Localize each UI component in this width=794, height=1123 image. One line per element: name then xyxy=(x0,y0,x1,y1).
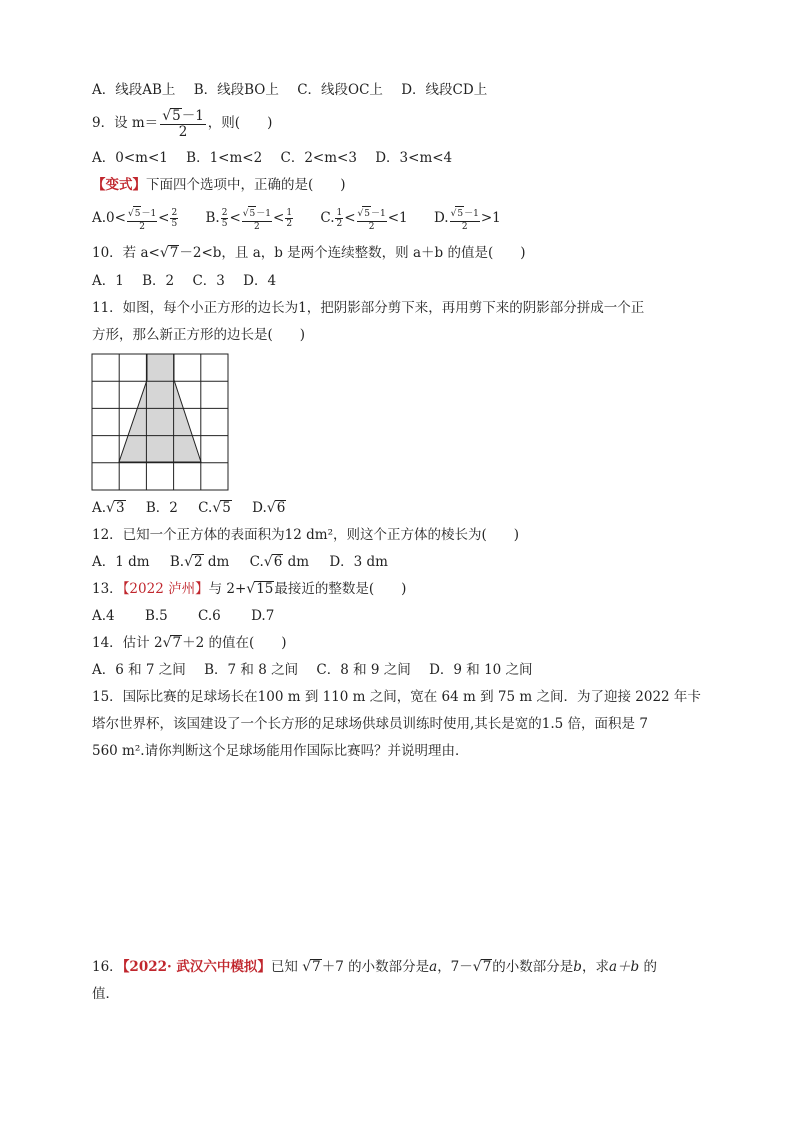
q16-mid3: 的小数部分是 xyxy=(492,959,574,975)
q12-option-d: D．3 dm xyxy=(329,554,388,570)
q11-a-label: A. xyxy=(92,500,107,516)
q14-option-a: A．6 和 7 之间 xyxy=(92,662,186,678)
variant-option-c xyxy=(320,208,412,232)
q10-stem: 10．若 a<√7－2<b，且 a，b 是两个连续整数，则 a＋b 的值是( ) xyxy=(92,245,526,261)
q13-tag: 【2022 泸州】 xyxy=(122,581,209,597)
variant-b-end-den: 2 xyxy=(286,219,293,229)
q11-line1: 11．如图，每个小正方形的边长为1，把阴影部分剪下来，再用剪下来的阴影部分拼成一个正 xyxy=(92,300,645,316)
q11-option-d: D.√6 xyxy=(252,500,286,516)
q16-mid1: ＋7 的小数部分是 xyxy=(321,959,430,975)
variant-d-frac: $\frac{√5-1}{2}$ xyxy=(450,206,480,232)
q9-den: 2 xyxy=(178,123,188,140)
variant-a-end-num: 2 xyxy=(171,208,178,218)
variant-a-tail: －1 xyxy=(141,208,157,219)
q11-option-c: C.√5 xyxy=(198,500,231,516)
q10-option-b: B．2 xyxy=(142,273,175,289)
variant-b-label: B. xyxy=(205,210,220,226)
variant-b-den: 2 xyxy=(254,221,260,232)
q16-num: 16． xyxy=(92,959,123,975)
q10-options xyxy=(92,272,290,290)
q11-a-rad: 3 xyxy=(115,500,125,516)
variant-c-label: C. xyxy=(320,210,335,226)
variant-a-rad: 5 xyxy=(133,206,142,221)
q15-line2: 塔尔世界杯，该国建设了一个长方形的足球场供球员训练时使用,其长是宽的1.5 倍，面积是 7 xyxy=(92,716,648,732)
q14-radicand: 7 xyxy=(172,635,182,651)
q13-radicand: 15 xyxy=(256,581,274,597)
q16-expr: a＋b xyxy=(608,959,640,975)
variant-text: 下面四个选项中，正确的是( ) xyxy=(146,177,346,193)
q16-var-b: b xyxy=(573,959,582,975)
q12-c-rad: 6 xyxy=(273,554,283,570)
variant-option-d xyxy=(433,208,501,232)
q12-c-label: C. xyxy=(249,554,264,570)
q16-radicand1: 7 xyxy=(312,959,321,975)
q16-mid4: ，求 xyxy=(581,959,609,975)
q14-option-c: C．8 和 9 之间 xyxy=(316,662,411,678)
q15-line3: 560 m².请你判断这个足球场能用作国际比赛吗？并说明理由． xyxy=(92,743,469,759)
variant-option-a xyxy=(92,208,184,232)
variant-d-end: >1 xyxy=(480,210,501,226)
variant-b-start-den: 5 xyxy=(221,219,228,229)
variant-c-lt: < xyxy=(344,210,356,226)
q12-b-label: B. xyxy=(169,554,185,570)
q8-option-b: B．线段BO上 xyxy=(193,82,279,98)
variant-b-lt1: < xyxy=(229,210,241,226)
variant-d-rad: 5 xyxy=(455,206,464,221)
q11-grid-figure xyxy=(91,353,230,491)
variant-b-start-frac xyxy=(221,208,229,229)
q14-options xyxy=(92,661,547,679)
q12-options xyxy=(92,553,388,571)
q8-option-a: A．线段AB上 xyxy=(92,82,176,98)
variant-c-start-frac xyxy=(335,208,343,229)
q9-radicand: 5 xyxy=(172,107,181,124)
q11-option-b: B．2 xyxy=(145,500,178,516)
q14-stem: 14．估计 2√7＋2 的值在( ) xyxy=(92,635,287,651)
q11-options xyxy=(92,499,286,517)
q16-var-a: a xyxy=(429,959,438,975)
q11-c-rad: 5 xyxy=(222,500,231,516)
q10-option-c: C．3 xyxy=(192,273,225,289)
variant-b-frac: $\frac{√5-1}{2}$ xyxy=(242,206,272,232)
q9-num-tail: －1 xyxy=(181,107,204,124)
variant-a-mid: < xyxy=(158,210,170,226)
q12-b-unit: dm xyxy=(203,554,230,570)
variant-b-rad: 5 xyxy=(248,206,257,221)
variant-option-b xyxy=(205,208,299,232)
variant-b-lt2: < xyxy=(273,210,285,226)
q10-prefix: 10．若 a< xyxy=(92,245,160,261)
q8-options xyxy=(92,81,501,99)
q14-pre: 14．估计 2 xyxy=(92,635,163,651)
q8-option-c: C．线段OC上 xyxy=(297,82,383,98)
q12-c-unit: dm xyxy=(283,554,310,570)
variant-a-end-den: 5 xyxy=(171,219,178,229)
q13-stem: 13．【2022 泸州】与 2+√15最接近的整数是( ) xyxy=(92,581,407,597)
variant-a-frac: $\frac{√5-1}{2}$ xyxy=(127,206,157,232)
q9-options xyxy=(92,149,466,167)
q11-d-label: D. xyxy=(252,500,267,516)
q11-d-rad: 6 xyxy=(276,500,286,516)
q13-option-a: A.4 xyxy=(92,608,115,624)
q8-option-d: D．线段CD上 xyxy=(401,82,488,98)
q16-line2: 值． xyxy=(92,986,119,1002)
q10-option-a: A．1 xyxy=(92,273,124,289)
variant-b-start-num: 2 xyxy=(221,208,228,218)
variant-options xyxy=(92,205,501,232)
variant-d-tail: －1 xyxy=(464,208,479,219)
q9-prefix: 9．设 m＝ xyxy=(92,115,159,131)
variant-d-label: D. xyxy=(433,210,449,226)
variant-c-frac: $\frac{√5-1}{2}$ xyxy=(357,206,387,232)
q16-mid2: ，7－ xyxy=(437,959,473,975)
q9-fraction: $\frac{√5-1}{2}$ xyxy=(162,107,204,140)
q13-options xyxy=(92,607,274,625)
q12-stem: 12．已知一个正方体的表面积为12 dm²，则这个正方体的棱长为( ) xyxy=(92,527,520,543)
q9-option-c: C．2<m<3 xyxy=(280,150,357,166)
variant-c-rad: 5 xyxy=(362,206,371,221)
q9-option-b: B．1<m<2 xyxy=(186,150,263,166)
q13-post: 最接近的整数是( ) xyxy=(274,581,407,597)
q16-tag: 【2022· 武汉六中模拟】 xyxy=(122,959,271,975)
q9-option-d: D．3<m<4 xyxy=(375,150,453,166)
q10-rest: －2<b，且 a，b 是两个连续整数，则 a＋b 的值是( ) xyxy=(179,245,526,261)
q10-radicand: 7 xyxy=(169,245,179,261)
q13-num: 13． xyxy=(92,581,123,597)
q11-c-label: C. xyxy=(198,500,213,516)
variant-b-tail: －1 xyxy=(256,208,271,219)
q9-stem xyxy=(92,106,272,140)
variant-stem xyxy=(92,176,346,194)
q11-line2: 方形，那么新正方形的边长是( ) xyxy=(92,327,306,343)
variant-c-start-num: 1 xyxy=(336,208,343,218)
q12-option-a: A．1 dm xyxy=(92,554,150,570)
q11-option-a: A.√3 xyxy=(92,500,125,516)
q12-option-b: B.√2 dm xyxy=(169,554,230,570)
variant-a-den: 2 xyxy=(139,221,145,232)
q10-option-d: D．4 xyxy=(243,273,277,289)
variant-a-end-frac xyxy=(170,208,178,229)
variant-c-start-den: 2 xyxy=(336,219,343,229)
q16-end: 的 xyxy=(639,959,657,975)
q16-pre: 已知 xyxy=(270,959,303,975)
q16-stem: 16．【2022· 武汉六中模拟】已知 √7＋7 的小数部分是a，7－√7的小数部分是b，求a＋b 的 xyxy=(92,959,657,975)
variant-tag: 【变式】 xyxy=(92,177,146,193)
variant-b-end-frac xyxy=(285,208,293,229)
q14-option-d: D．9 和 10 之间 xyxy=(429,662,533,678)
q13-option-c: C.6 xyxy=(198,608,221,624)
q13-option-d: D.7 xyxy=(251,608,275,624)
q15-line1: 15．国际比赛的足球场长在100 m 到 110 m 之间，宽在 64 m 到 75 m 之间．为了迎接 2022 年卡 xyxy=(92,689,701,705)
q13-option-b: B.5 xyxy=(144,608,168,624)
q12-b-rad: 2 xyxy=(194,554,203,570)
q16-radicand2: 7 xyxy=(482,959,492,975)
q9-suffix: ，则( ) xyxy=(207,115,273,131)
q9-option-a: A．0<m<1 xyxy=(92,150,168,166)
q13-pre: 与 2+ xyxy=(208,581,247,597)
q14-post: ＋2 的值在( ) xyxy=(182,635,287,651)
variant-c-tail: －1 xyxy=(371,208,386,219)
variant-d-den: 2 xyxy=(461,221,468,232)
q14-option-b: B．7 和 8 之间 xyxy=(204,662,299,678)
variant-b-end-num: 1 xyxy=(286,208,293,218)
variant-c-den: 2 xyxy=(368,221,375,232)
variant-c-end: <1 xyxy=(387,210,408,226)
variant-a-label: A.0< xyxy=(92,210,126,226)
q12-option-c: C.√6 dm xyxy=(249,554,310,570)
